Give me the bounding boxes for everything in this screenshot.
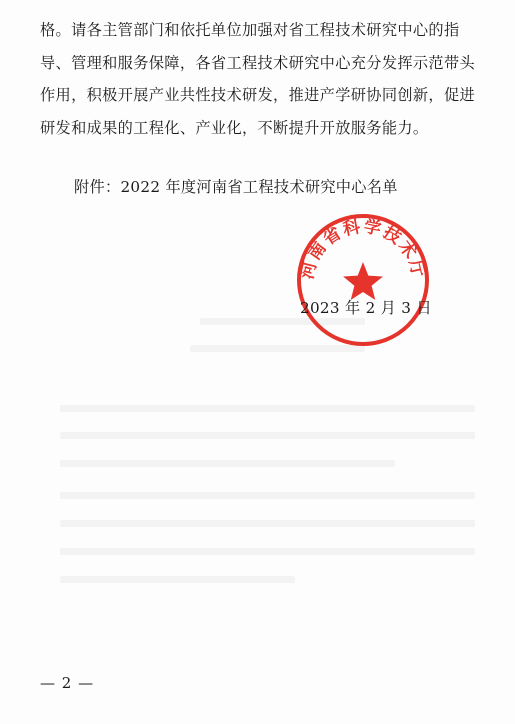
bleed-through-line — [60, 520, 475, 527]
body-paragraph — [40, 14, 485, 144]
official-seal — [293, 210, 433, 350]
paragraph-line: 研发和成果的工程化、产业化，不断提升开放服务能力。 — [40, 118, 429, 137]
star-icon — [343, 262, 383, 300]
paragraph-line: 格。请各主管部门和依托单位加强对省工程技术研究中心的指 — [40, 21, 460, 39]
bleed-through-line — [60, 548, 475, 555]
seal-text: 河南省科学技术厅 — [297, 216, 429, 282]
paragraph-line: 导、管理和服务保障，各省工程技术研究中心充分发挥示范带头 — [40, 53, 476, 72]
bleed-through-line — [60, 432, 475, 439]
bleed-through-line — [60, 460, 395, 467]
attachment-line: 附件：2022 年度河南省工程技术研究中心名单 — [74, 178, 398, 196]
paragraph-line: 作用，积极开展产业共性技术研发，推进产学研协同创新，促进 — [40, 86, 476, 104]
document-date: 2023 年 2 月 3 日 — [300, 299, 432, 317]
page-number: — 2 — — [40, 674, 95, 692]
bleed-through-line — [60, 492, 475, 499]
bleed-through-line — [60, 576, 295, 583]
bleed-through-line — [60, 405, 475, 412]
